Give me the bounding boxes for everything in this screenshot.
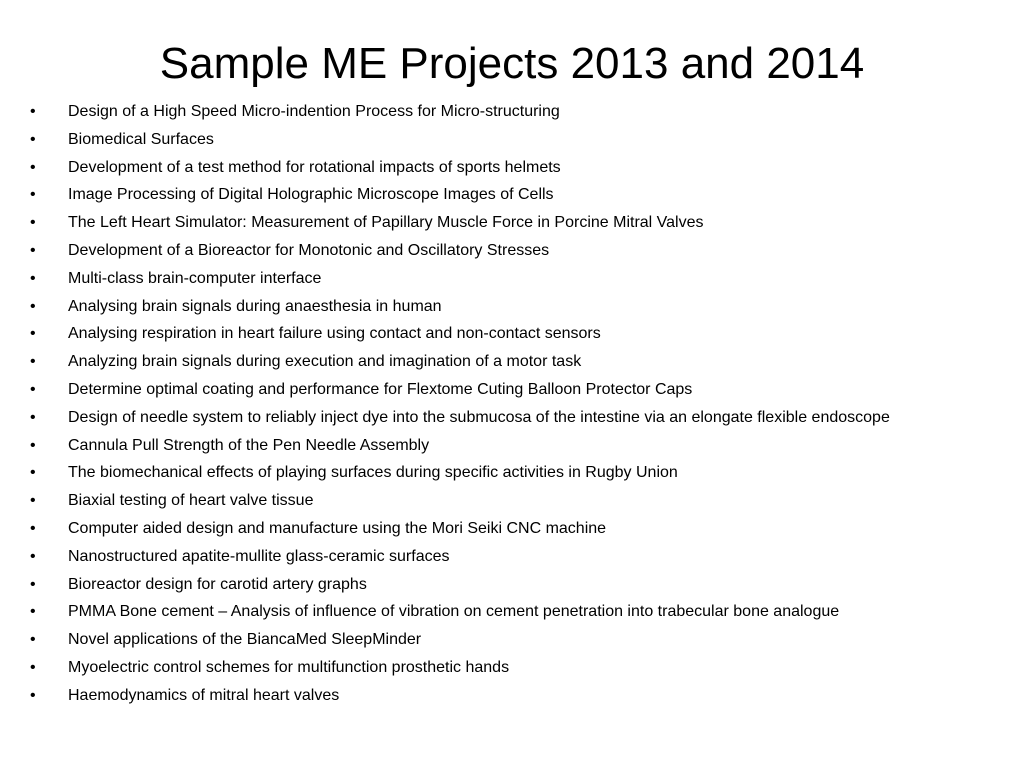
bullet-icon: • (30, 408, 36, 426)
project-list (30, 100, 990, 712)
bullet-icon: • (30, 658, 36, 676)
list-item-text: The biomechanical effects of playing surfaces during specific activities in Rugby Union (68, 464, 678, 482)
bullet-icon: • (30, 464, 36, 482)
list-item-text: Development of a Bioreactor for Monotonic and Oscillatory Stresses (68, 241, 550, 259)
list-item (30, 183, 990, 207)
bullet-icon: • (30, 158, 36, 176)
bullet-icon: • (30, 380, 36, 398)
list-item-text: Biaxial testing of heart valve tissue (68, 492, 314, 510)
list-item (30, 545, 990, 569)
list-item-text: Design of needle system to reliably inject dye into the submucosa of the intestine via an elongate flexible endoscope (68, 408, 890, 426)
bullet-icon: • (30, 519, 36, 537)
bullet-icon: • (30, 297, 36, 315)
list-item-text: Myoelectric control schemes for multifunction prosthetic hands (68, 658, 510, 676)
bullet-icon: • (30, 492, 36, 510)
list-item (30, 656, 990, 680)
list-item-text: Multi-class brain-computer interface (68, 269, 322, 287)
bullet-icon: • (30, 436, 36, 454)
bullet-icon: • (30, 214, 36, 232)
list-item-text: Computer aided design and manufacture using the Mori Seiki CNC machine (68, 519, 607, 537)
list-item (30, 434, 990, 458)
list-item-text: Cannula Pull Strength of the Pen Needle Assembly (68, 436, 430, 454)
list-item-text: Determine optimal coating and performance for Flextome Cuting Balloon Protector Caps (68, 380, 693, 398)
list-item-text: Development of a test method for rotational impacts of sports helmets (68, 158, 561, 176)
list-item-text: PMMA Bone cement – Analysis of influence of vibration on cement penetration into trabecular bone analogue (68, 603, 840, 621)
bullet-icon: • (30, 603, 36, 621)
list-item (30, 378, 990, 402)
bullet-icon: • (30, 241, 36, 259)
list-item (30, 628, 990, 652)
list-item (30, 517, 990, 541)
bullet-icon: • (30, 325, 36, 343)
list-item-text: Design of a High Speed Micro-indention Process for Micro-structuring (68, 103, 560, 120)
list-item-text: Nanostructured apatite-mullite glass-ceramic surfaces (68, 547, 450, 565)
list-item (30, 239, 990, 263)
list-item (30, 350, 990, 374)
list-item (30, 267, 990, 291)
bullet-icon: • (30, 686, 36, 704)
list-item-text: Analyzing brain signals during execution and imagination of a motor task (68, 353, 582, 371)
list-item-text: Image Processing of Digital Holographic Microscope Images of Cells (68, 186, 554, 204)
list-item (30, 461, 990, 485)
list-item (30, 600, 990, 624)
list-item (30, 322, 990, 346)
list-item-text: Analysing respiration in heart failure using contact and non-contact sensors (68, 325, 601, 343)
list-item (30, 295, 990, 319)
list-item-text: Biomedical Surfaces (68, 130, 214, 148)
list-item-text: The Left Heart Simulator: Measurement of Papillary Muscle Force in Porcine Mitral Valves (68, 214, 704, 232)
list-item (30, 684, 990, 708)
list-item-text: Analysing brain signals during anaesthesia in human (68, 297, 442, 315)
bullet-icon: • (30, 353, 36, 371)
bullet-icon: • (30, 575, 36, 593)
bullet-icon: • (30, 103, 36, 120)
bullet-icon: • (30, 130, 36, 148)
list-item (30, 156, 990, 180)
list-item-text: Haemodynamics of mitral heart valves (68, 686, 340, 704)
bullet-icon: • (30, 547, 36, 565)
bullet-icon: • (30, 631, 36, 649)
bullet-icon: • (30, 186, 36, 204)
list-item (30, 573, 990, 597)
list-item (30, 100, 990, 124)
list-item-text: Bioreactor design for carotid artery graphs (68, 575, 367, 593)
slide-title: Sample ME Projects 2013 and 2014 (159, 39, 865, 88)
bullet-icon: • (30, 269, 36, 287)
list-item (30, 128, 990, 152)
list-item (30, 211, 990, 235)
list-item (30, 406, 990, 430)
list-item (30, 489, 990, 513)
list-item-text: Novel applications of the BiancaMed SleepMinder (68, 631, 422, 649)
